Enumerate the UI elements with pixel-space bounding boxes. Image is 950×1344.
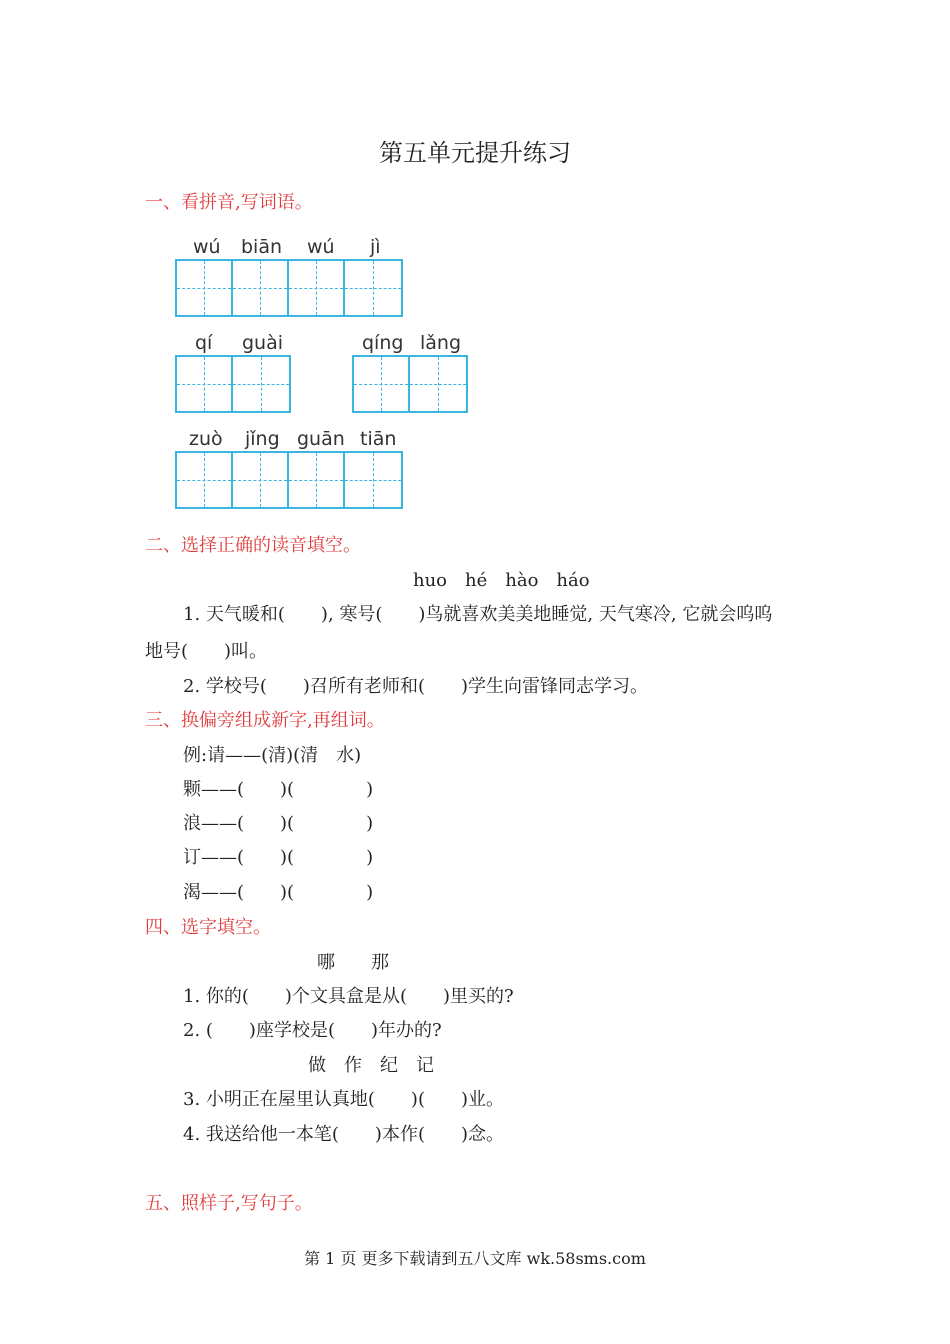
writing-cell[interactable] — [233, 261, 289, 315]
char-options: 哪 那 — [317, 952, 389, 973]
pinyin-label: zuò — [189, 428, 223, 450]
char-options: 做 作 纪 记 — [308, 1055, 434, 1076]
section-5-heading: 五、照样子,写句子。 — [145, 1193, 313, 1214]
section-1-heading: 一、看拼音,写词语。 — [145, 192, 313, 213]
pinyin-label: tiān — [360, 428, 397, 450]
writing-cell[interactable] — [177, 357, 233, 411]
pinyin-label: jì — [370, 236, 381, 258]
writing-cell[interactable] — [345, 261, 401, 315]
page-footer: 第 1 页 更多下载请到五八文库 wk.58sms.com — [304, 1249, 646, 1268]
writing-cell[interactable] — [289, 453, 345, 507]
writing-grid[interactable] — [175, 259, 403, 317]
exercise-item: 订——( )( ) — [183, 847, 374, 868]
section-4-heading: 四、选字填空。 — [145, 917, 271, 938]
question-4-2: 2. ( )座学校是( )年办的? — [183, 1020, 442, 1041]
exercise-item: 渴——( )( ) — [183, 882, 374, 903]
writing-cell[interactable] — [177, 261, 233, 315]
writing-cell[interactable] — [233, 357, 289, 411]
section-3-heading: 三、换偏旁组成新字,再组词。 — [145, 710, 385, 731]
question-4-4: 4. 我送给他一本笔( )本作( )念。 — [183, 1124, 504, 1145]
pinyin-label: biān — [241, 236, 283, 258]
writing-cell[interactable] — [345, 453, 401, 507]
writing-cell[interactable] — [354, 357, 410, 411]
writing-cell[interactable] — [289, 261, 345, 315]
pinyin-label: jǐng — [245, 428, 280, 450]
writing-cell[interactable] — [177, 453, 233, 507]
exercise-item: 颗——( )( ) — [183, 779, 374, 800]
pinyin-label: qíng — [362, 332, 404, 354]
writing-cell[interactable] — [233, 453, 289, 507]
writing-grid[interactable] — [352, 355, 468, 413]
question-4-1: 1. 你的( )个文具盒是从( )里买的? — [183, 986, 514, 1007]
pinyin-label: wú — [193, 236, 221, 258]
exercise-item: 浪——( )( ) — [183, 813, 374, 834]
writing-cell[interactable] — [410, 357, 466, 411]
writing-grid[interactable] — [175, 451, 403, 509]
pinyin-label: qí — [195, 332, 213, 354]
example-line: 例:请——(清)(清 水) — [183, 745, 362, 766]
page-title: 第五单元提升练习 — [379, 139, 571, 167]
pinyin-label: guān — [297, 428, 345, 450]
question-4-3: 3. 小明正在屋里认真地( )( )业。 — [183, 1089, 504, 1110]
pinyin-label: wú — [307, 236, 335, 258]
writing-grid[interactable] — [175, 355, 291, 413]
question-2-1: 1. 天气暖和( ), 寒号( )鸟就喜欢美美地睡觉, 天气寒冷, 它就会呜呜 — [183, 604, 773, 625]
pinyin-label: guài — [242, 332, 284, 354]
pinyin-label: lǎng — [420, 332, 462, 354]
section-2-heading: 二、选择正确的读音填空。 — [145, 535, 361, 556]
pinyin-options: huo hé hào háo — [413, 570, 590, 591]
question-2-1-cont: 地号( )叫。 — [145, 641, 268, 662]
question-2-2: 2. 学校号( )召所有老师和( )学生向雷锋同志学习。 — [183, 676, 648, 697]
